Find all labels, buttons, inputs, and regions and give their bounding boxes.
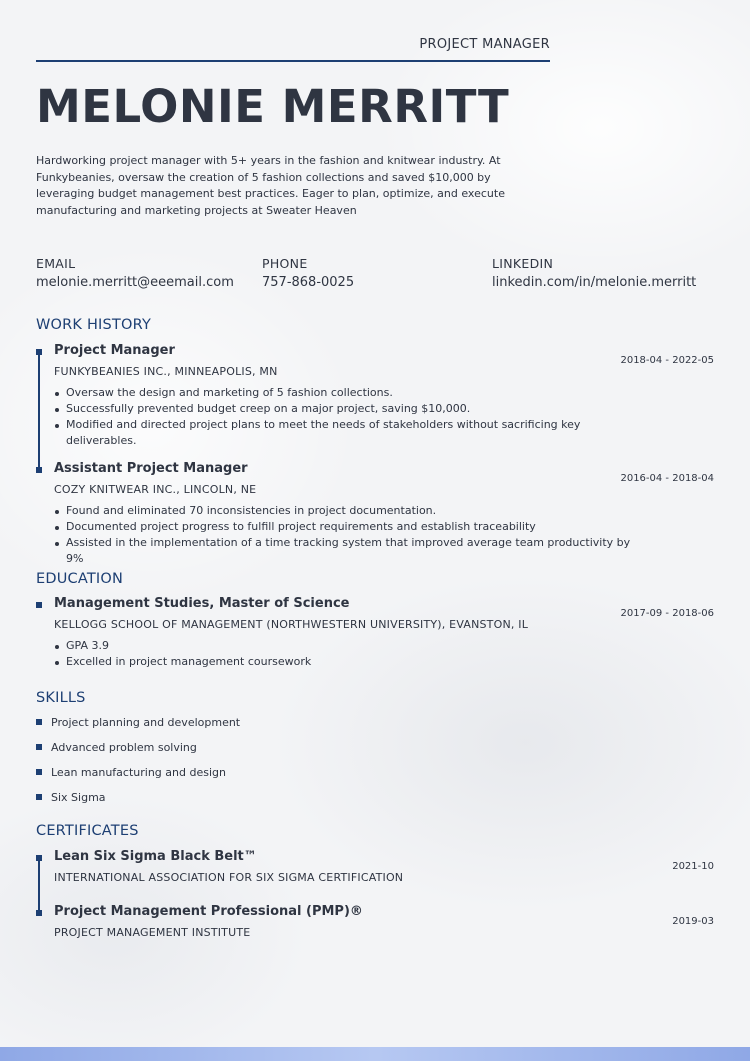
list-item: Documented project progress to fulfill project requirements and establish traceability	[66, 519, 646, 535]
entry-marker	[36, 349, 42, 355]
bullet-square-icon	[36, 719, 42, 725]
entry-date: 2019-03	[672, 916, 714, 927]
contact-email	[36, 256, 234, 290]
contact-label: EMAIL	[36, 256, 76, 271]
job-title: PROJECT MANAGER	[419, 37, 550, 52]
contact-phone	[262, 256, 354, 290]
education-entry	[36, 596, 716, 670]
section-title-skills: SKILLS	[36, 690, 86, 706]
list-item: GPA 3.9	[66, 638, 646, 654]
entry-dates: 2016-04 - 2018-04	[620, 473, 714, 484]
skill-label: Lean manufacturing and design	[51, 766, 226, 779]
entry-title: Assistant Project Manager	[54, 461, 248, 476]
list-item: Assisted in the implementation of a time tracking system that improved average team productivity by 9%	[66, 535, 646, 567]
entry-date: 2021-10	[672, 861, 714, 872]
linkedin-value: linkedin.com/in/melonie.merritt	[492, 275, 697, 290]
candidate-name: MELONIE MERRITT	[36, 80, 510, 133]
entry-bullets	[66, 385, 646, 449]
entry-bullets	[66, 638, 646, 670]
entry-issuer: PROJECT MANAGEMENT INSTITUTE	[54, 926, 251, 939]
list-item: Found and eliminated 70 inconsistencies in project documentation.	[66, 503, 646, 519]
skill-label: Advanced problem solving	[51, 741, 197, 754]
entry-bullets	[66, 503, 646, 567]
contact-label: PHONE	[262, 256, 308, 271]
entry-company: COZY KNITWEAR INC., LINCOLN, NE	[54, 483, 257, 496]
phone-value: 757-868-0025	[262, 275, 355, 290]
entry-issuer: INTERNATIONAL ASSOCIATION FOR SIX SIGMA CERTIFICATION	[54, 871, 404, 884]
list-item: Successfully prevented budget creep on a major project, saving $10,000.	[66, 401, 646, 417]
skill-item	[36, 791, 106, 804]
entry-dates: 2017-09 - 2018-06	[620, 608, 714, 619]
certificate-entry	[36, 904, 716, 939]
entry-dates: 2018-04 - 2022-05	[620, 355, 714, 366]
entry-company: FUNKYBEANIES INC., MINNEAPOLIS, MN	[54, 365, 278, 378]
section-title-education: EDUCATION	[36, 571, 124, 587]
section-title-work-history: WORK HISTORY	[36, 317, 152, 333]
bullet-square-icon	[36, 794, 42, 800]
skill-item	[36, 741, 197, 754]
list-item: Oversaw the design and marketing of 5 fashion collections.	[66, 385, 646, 401]
work-entry	[36, 343, 716, 449]
bullet-square-icon	[36, 769, 42, 775]
summary-text: Hardworking project manager with 5+ years in the fashion and knitwear industry. At Funkybeanies, oversaw the creation of 5 fashion collections and saved $10,000 by leveraging budget management best practices. Eager to plan, optimize, and execute manufacturing and marketing projects at Sweater Heaven	[36, 154, 505, 217]
skill-item	[36, 716, 240, 729]
entry-marker	[36, 467, 42, 473]
entry-title: Management Studies, Master of Science	[54, 596, 350, 611]
bullet-square-icon	[36, 744, 42, 750]
header-divider	[36, 60, 550, 62]
work-entry	[36, 461, 716, 567]
section-title-certificates: CERTIFICATES	[36, 823, 139, 839]
entry-title: Project Manager	[54, 343, 175, 358]
skill-label: Six Sigma	[51, 791, 106, 804]
skill-item	[36, 766, 226, 779]
list-item: Modified and directed project plans to meet the needs of stakeholders without sacrificing key deliverables.	[66, 417, 646, 449]
entry-marker	[36, 910, 42, 916]
entry-school: KELLOGG SCHOOL OF MANAGEMENT (NORTHWESTERN UNIVERSITY), EVANSTON, IL	[54, 618, 529, 631]
email-value: melonie.merritt@eeemail.com	[36, 275, 234, 290]
entry-title: Project Management Professional (PMP)®	[54, 904, 363, 919]
certificate-entry	[36, 849, 716, 884]
entry-marker	[36, 602, 42, 608]
entry-title: Lean Six Sigma Black Belt™	[54, 849, 257, 864]
list-item: Excelled in project management coursework	[66, 654, 646, 670]
skill-label: Project planning and development	[51, 716, 241, 729]
contact-label: LINKEDIN	[492, 256, 554, 271]
contact-linkedin	[492, 256, 696, 290]
entry-marker	[36, 855, 42, 861]
